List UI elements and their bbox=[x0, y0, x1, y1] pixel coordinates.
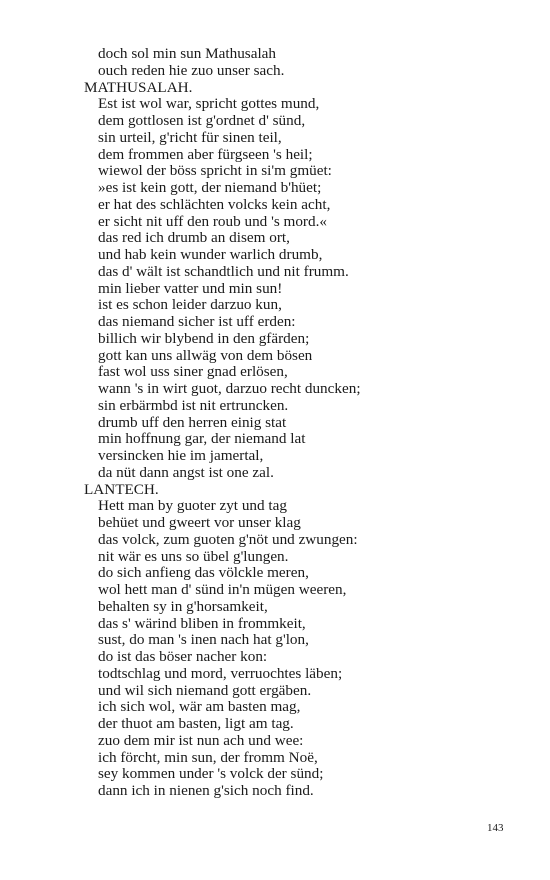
verse-line: nit wär es uns so übel g'lungen. bbox=[98, 547, 289, 565]
verse-line: dem gottlosen ist g'ordnet d' sünd, bbox=[98, 112, 306, 129]
verse-line: wann 's in wirt guot, darzuo recht duncken; bbox=[98, 380, 361, 397]
verse-line: Est ist wol war, spricht gottes mund, bbox=[98, 95, 320, 113]
verse-line: zuo dem mir ist nun ach und wee: bbox=[98, 731, 304, 749]
verse-line: behalten sy in g'horsamkeit, bbox=[98, 597, 268, 615]
verse-line: das d' wält ist schandtlich und nit frumm. bbox=[98, 262, 349, 280]
verse-line: drumb uff den herren einig stat bbox=[98, 413, 287, 431]
verse-line: versincken hie im jamertal, bbox=[98, 447, 264, 464]
verse-line: ich sich wol, wär am basten mag, bbox=[98, 698, 301, 716]
verse-line: »es ist kein gott, der niemand b'hüet; bbox=[98, 179, 322, 196]
verse-line: und wil sich niemand gott ergäben. bbox=[98, 681, 312, 699]
verse-line: dann ich in nienen g'sich noch find. bbox=[98, 782, 314, 799]
verse-line: behüet und gweert vor unser klag bbox=[98, 514, 301, 531]
verse-line: wiewol der böss spricht in si'm gmüet: bbox=[98, 162, 332, 180]
verse-line: billich wir blybend in den gfärden; bbox=[98, 329, 310, 347]
verse-line: das niemand sicher ist uff erden: bbox=[98, 313, 296, 330]
verse-line: sust, do man 's inen nach hat g'lon, bbox=[98, 631, 309, 649]
speaker-name: MATHUSALAH. bbox=[84, 78, 193, 96]
page-number: 143 bbox=[487, 822, 504, 834]
verse-line: und hab kein wunder warlich drumb, bbox=[98, 246, 323, 263]
verse-line: ouch reden hie zuo unser sach. bbox=[98, 61, 285, 79]
verse-line: der thuot am basten, ligt am tag. bbox=[98, 715, 294, 732]
verse-line: ich förcht, min sun, der fromm Noë, bbox=[98, 748, 318, 766]
verse-line: da nüt dann angst ist one zal. bbox=[98, 463, 274, 481]
verse-line: das red ich drumb an disem ort, bbox=[98, 229, 290, 247]
verse-line: er sicht nit uff den roub und 's mord.« bbox=[98, 212, 327, 230]
verse-line: fast wol uss siner gnad erlösen, bbox=[98, 363, 288, 381]
verse-line: er hat des schlächten volcks kein acht, bbox=[98, 195, 331, 213]
poem-text-block bbox=[84, 46, 524, 800]
verse-line: das volck, zum guoten g'nöt und zwungen: bbox=[98, 530, 358, 548]
verse-line: min lieber vatter und min sun! bbox=[98, 279, 283, 297]
verse-line: doch sol min sun Mathusalah bbox=[98, 45, 277, 62]
verse-line: gott kan uns allwäg von dem bösen bbox=[98, 346, 313, 364]
verse-line: sin erbärmbd ist nit ertruncken. bbox=[98, 396, 289, 414]
verse-line: todtschlag und mord, verruochtes läben; bbox=[98, 664, 343, 682]
verse-line: wol hett man d' sünd in'n mügen weeren, bbox=[98, 581, 347, 598]
verse-line: do sich anfieng das völckle meren, bbox=[98, 564, 309, 582]
verse-line: sey kommen under 's volck der sünd; bbox=[98, 765, 324, 783]
speaker-name: LANTECH. bbox=[84, 480, 159, 498]
verse-line: min hoffnung gar, der niemand lat bbox=[98, 430, 306, 448]
verse-line: dem frommen aber fürgseen 's heil; bbox=[98, 145, 313, 163]
verse-line: Hett man by guoter zyt und tag bbox=[98, 497, 287, 515]
verse-line: do ist das böser nacher kon: bbox=[98, 648, 268, 665]
verse-line: das s' wärind bliben in frommkeit, bbox=[98, 614, 306, 632]
verse-line: ist es schon leider darzuo kun, bbox=[98, 296, 282, 314]
verse-line: sin urteil, g'richt für sinen teil, bbox=[98, 128, 282, 146]
